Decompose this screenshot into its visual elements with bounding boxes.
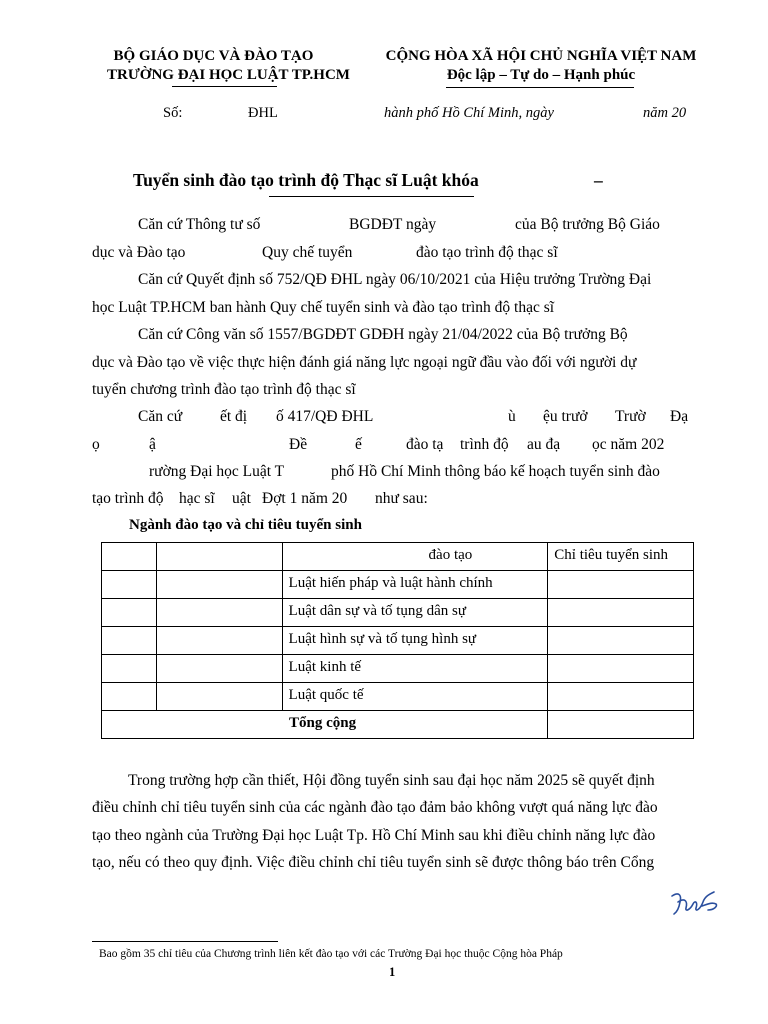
p5-frag: tạo trình độ (92, 490, 164, 507)
title-underline (269, 196, 474, 197)
ref-place-date: hành phố Hồ Chí Minh, ngày (384, 105, 554, 121)
quota-table (101, 542, 694, 739)
motto: Độc lập – Tự do – Hạnh phúc (446, 67, 636, 83)
p1-text-d: dục và Đào tạo (92, 244, 186, 261)
p5-line-1a: rường Đại học Luật T (149, 463, 285, 480)
ref-year: năm 20 (643, 105, 687, 121)
p3-line-1: Căn cứ Công văn số 1557/BGDĐT GDĐH ngày 21/04/2022 của Bộ trưởng Bộ (138, 326, 628, 343)
p4-frag: ệu trưở (543, 408, 588, 425)
table-total-label: Tổng cộng (102, 711, 548, 739)
p3-line-2: dục và Đào tạo về việc thực hiện đánh giá năng lực ngoại ngữ đầu vào đối với người dự (92, 354, 637, 371)
ministry-name: BỘ GIÁO DỤC VÀ ĐÀO TẠO (113, 48, 314, 64)
table-header-program: đào tạo (282, 543, 548, 571)
p2-line-2: học Luật TP.HCM ban hành Quy chế tuyển sinh và đào tạo trình độ thạc sĩ (92, 299, 555, 316)
p1-text-e: Quy chế tuyển (262, 244, 353, 261)
table-cell (156, 627, 282, 655)
table-cell (548, 571, 694, 599)
p4-frag: ố 417/QĐ ĐHL (276, 408, 374, 425)
table-cell (156, 683, 282, 711)
table-cell (156, 655, 282, 683)
republic-name: CỘNG HÒA XÃ HỘI CHỦ NGHĨA VIỆT NAM (385, 48, 697, 64)
table-cell (102, 655, 157, 683)
p4-frag: Căn cứ (138, 408, 183, 425)
closing-line-3: tạo theo ngành của Trường Đại học Luật Tp. Hồ Chí Minh sau khi điều chỉnh năng lực đào (92, 827, 656, 844)
table-row-program: Luật kinh tế (282, 655, 548, 683)
ref-dhl: ĐHL (248, 105, 278, 121)
motto-underline (446, 87, 634, 88)
closing-line-2: điều chỉnh chỉ tiêu tuyển sinh của các ngành đào tạo đảm bảo không vượt quá năng lực đào (92, 799, 658, 816)
table-cell (102, 571, 157, 599)
p5-line-1b: phố Hồ Chí Minh thông báo kế hoạch tuyển sinh đào (331, 463, 660, 480)
p4-frag: ù (508, 408, 516, 425)
p1-text-a: Căn cứ Thông tư số (138, 216, 261, 233)
p5-frag: như sau: (375, 490, 428, 507)
section-heading: Ngành đào tạo và chỉ tiêu tuyển sinh (129, 517, 362, 533)
table-cell (548, 599, 694, 627)
p4-frag: au đạ (527, 436, 561, 453)
table-row (102, 571, 694, 599)
title-dash: – (594, 170, 603, 190)
table-cell (102, 683, 157, 711)
p5-frag: Đợt 1 năm 20 (262, 490, 348, 507)
table-cell (156, 599, 282, 627)
p4-frag: Trườ (615, 408, 646, 425)
footnote: Bao gồm 35 chỉ tiêu của Chương trình liên kết đào tạo với các Trường Đại học thuộc Cộng hòa Pháp (99, 948, 563, 960)
p4-frag: trình độ (460, 436, 509, 453)
table-cell (548, 627, 694, 655)
p4-frag: ọ (92, 436, 100, 453)
p2-line-1: Căn cứ Quyết định số 752/QĐ ĐHL ngày 06/10/2021 của Hiệu trưởng Trường Đại (138, 271, 652, 288)
p1-text-c: của Bộ trưởng Bộ Giáo (515, 216, 660, 233)
p1-text-f: đào tạo trình độ thạc sĩ (416, 244, 558, 261)
table-row-program: Luật hình sự và tố tụng hình sự (282, 627, 548, 655)
p4-frag: ọc năm 202 (592, 436, 665, 453)
table-cell (102, 599, 157, 627)
p5-frag: hạc sĩ (179, 490, 215, 507)
table-cell (548, 711, 694, 739)
table-cell (102, 627, 157, 655)
p4-frag: đào tạ (406, 436, 444, 453)
table-cell (156, 543, 282, 571)
p3-line-3: tuyển chương trình đào tạo trình độ thạc sĩ (92, 381, 356, 398)
table-row (102, 683, 694, 711)
signature-initials (668, 888, 722, 920)
footnote-separator (92, 941, 278, 942)
table-row-program: Luật dân sự và tố tụng dân sự (282, 599, 548, 627)
table-header-quota: Chỉ tiêu tuyển sinh (548, 543, 694, 571)
table-row-program: Luật quốc tế (282, 683, 548, 711)
table-cell (102, 543, 157, 571)
p4-frag: Đề (289, 436, 308, 453)
document-title: Tuyển sinh đào tạo trình độ Thạc sĩ Luật khóa (133, 170, 479, 190)
closing-line-1: Trong trường hợp cần thiết, Hội đồng tuyển sinh sau đại học năm 2025 sẽ quyết định (128, 772, 655, 789)
p5-frag: uật (232, 490, 251, 507)
p4-frag: Đạ (670, 408, 689, 425)
university-name: TRƯỜNG ĐẠI HỌC LUẬT TP.HCM (107, 67, 350, 83)
table-cell (156, 571, 282, 599)
table-row (102, 655, 694, 683)
p4-frag: ậ (149, 436, 156, 453)
table-cell (548, 655, 694, 683)
ref-so-label: Số: (163, 105, 183, 121)
table-row (102, 627, 694, 655)
closing-line-4: tạo, nếu có theo quy định. Việc điều chỉnh chỉ tiêu tuyển sinh sẽ được thông báo trên Cổng (92, 854, 655, 871)
table-row (102, 599, 694, 627)
table-cell (548, 683, 694, 711)
p1-text-b: BGDĐT ngày (349, 216, 437, 233)
university-underline (172, 86, 277, 87)
p4-frag: ết đị (220, 408, 248, 425)
table-header-row (102, 543, 694, 571)
table-total-row (102, 711, 694, 739)
table-row-program: Luật hiến pháp và luật hành chính (282, 571, 548, 599)
page-number: 1 (389, 965, 396, 979)
p4-frag: ế (355, 436, 362, 453)
